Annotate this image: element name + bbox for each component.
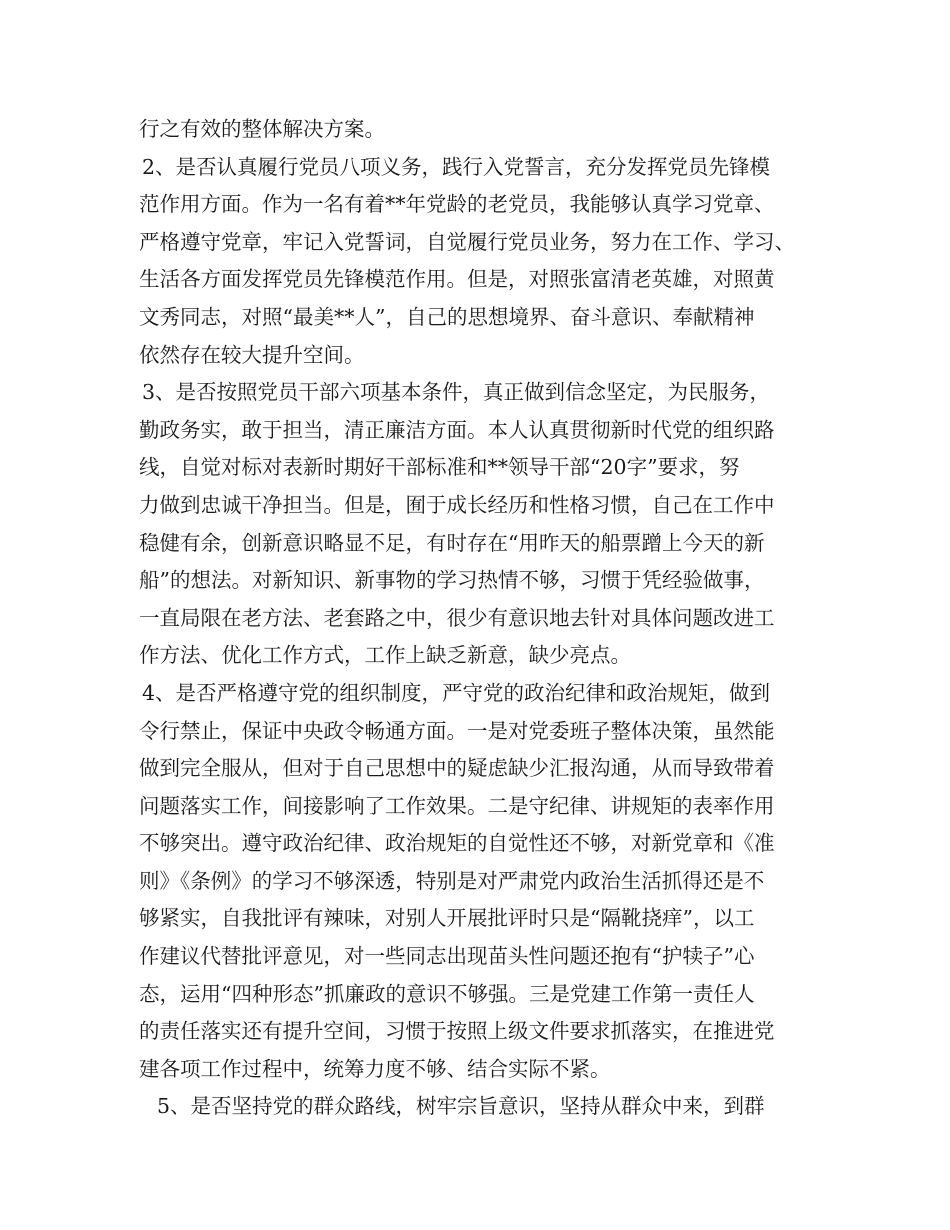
text-line: 力做到忠诚干净担当。但是，囿于成长经历和性格习惯，自己在工作中 [139,492,775,517]
text-line: 5、是否坚持党的群众路线，树牢宗旨意识，坚持从群众中来，到群 [157,1094,765,1119]
text-line: 态，运用“四种形态”抓廉政的意识不够强。三是党建工作第一责任人 [139,981,755,1006]
text-line: 勤政务实，敢于担当，清正廉洁方面。本人认真贯彻新时代党的组织路 [139,417,775,442]
text-line: 一直局限在老方法、老套路之中，很少有意识地去针对具体问题改进工 [139,605,775,630]
text-line: 做到完全服从，但对于自己思想中的疑虑缺少汇报沟通，从而导致带着 [139,756,775,781]
text-line: 3、是否按照党员干部六项基本条件，真正做到信念坚定，为民服务， [142,380,771,405]
text-line: 行之有效的整体解决方案。 [139,117,385,141]
text-line: 2、是否认真履行党员八项义务，践行入党誓言，充分发挥党员先锋模 [142,154,771,179]
text-line: 够紧实，自我批评有辣味，对别人开展批评时只是“隔靴挠痒”，以工 [139,906,755,931]
text-line: 严格遵守党章，牢记入党誓词，自觉履行党员业务，努力在工作、学习、 [139,229,795,254]
text-line: 稳健有余，创新意识略显不足，有时存在“用昨天的船票蹭上今天的新 [139,530,765,555]
text-line: 则》《条例》的学习不够深透，特别是对严肃党内政治生活抓得还是不 [139,868,765,893]
text-line: 依然存在较大提升空间。 [139,342,365,367]
text-line: 建各项工作过程中，统筹力度不够、结合实际不紧。 [139,1056,611,1081]
text-line: 不够突出。遵守政治纪律、政治规矩的自觉性还不够，对新党章和《准 [139,831,775,856]
text-line: 文秀同志，对照“最美**人”，自己的思想境界、奋斗意识、奉献精神 [139,304,755,329]
text-line: 线，自觉对标对表新时期好干部标准和**领导干部“20字”要求，努 [139,455,740,480]
text-line: 船”的想法。对新知识、新事物的学习热情不够，习惯于凭经验做事， [139,568,765,593]
text-line: 4、是否严格遵守党的组织制度，严守党的政治纪律和政治规矩，做到 [142,680,771,705]
text-line: 问题落实工作，间接影响了工作效果。二是守纪律、讲规矩的表率作用 [139,793,775,818]
text-line: 的责任落实还有提升空间，习惯于按照上级文件要求抓落实，在推进党 [139,1019,775,1044]
text-line: 范作用方面。作为一名有着**年党龄的老党员，我能够认真学习党章、 [139,192,775,217]
text-line: 作建议代替批评意见，对一些同志出现苗头性问题还抱有“护犊子”心 [139,944,755,969]
text-line: 作方法、优化工作方式，工作上缺乏新意，缺少亮点。 [139,643,631,668]
text-line: 令行禁止，保证中央政令畅通方面。一是对党委班子整体决策，虽然能 [139,718,775,743]
text-line: 生活各方面发挥党员先锋模范作用。但是，对照张富清老英雄，对照黄 [139,267,775,292]
document-body [139,111,819,1126]
